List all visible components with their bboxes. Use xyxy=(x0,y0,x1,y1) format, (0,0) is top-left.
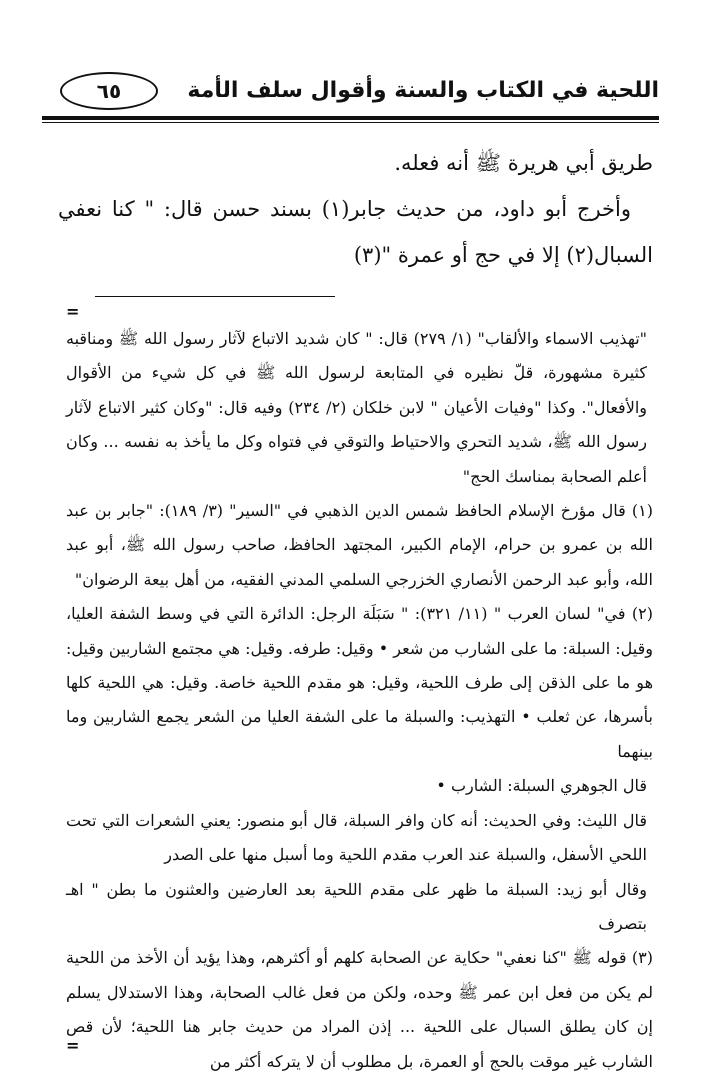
footnotes xyxy=(66,322,653,1079)
footnote-3: (٣) قوله ﷺ "كنا نعفي" حكاية عن الصحابة كلهم أو أكثرهم، وهذا يؤيد أن الأخذ من اللحية لم يكن من فعل ابن عمر ﷺ وحده، ولكن من فعل غالب الصحابة، وهذا الاستدلال يسلم إن كان يطلق السبال على اللحية ... إذن المراد من حديث جابر هنا اللحية؛ لأن قص الشارب غير موقت بالحج أو العمرة، بل مطلوب أن لا يتركه أكثر من xyxy=(66,948,653,1071)
running-title: اللحية في الكتاب والسنة وأقوال سلف الأمة xyxy=(187,78,659,103)
continuation-mark-bottom: = xyxy=(66,1036,80,1055)
main-paragraph: وأخرج أبو داود، من حديث جابر(١) بسند حسن قال: " كنا نعفي السبال(٢) إلا في حج أو عمرة "(٣) xyxy=(58,197,653,267)
header-rule-thin xyxy=(42,122,659,123)
footnote-2: (٢) في" لسان العرب " (١١/ ٣٢١): " سَبَلَة الرجل: الدائرة التي في وسط الشفة العليا، وقيل: السبلة: ما على الشارب من شعر • وقيل: طرفه. وقيل: هي مجتمع الشاربين وقيل: هو ما على الذقن إلى طرف اللحية، وقيل: هو مقدم اللحية خاصة. وقيل: هي اللحية كلها بأسرها، عن ثعلب • التهذيب: والسبلة ما على الشفة العليا من الشعر يجمع الشاربين وما بينهما xyxy=(66,604,654,761)
page-header xyxy=(42,70,659,118)
footnote-2-line: قال الجوهري السبلة: الشارب • xyxy=(436,776,647,796)
footnote-2-line: قال الليث: وفي الحديث: أنه كان وافر السبلة، قال أبو منصور: يعني الشعرات التي تحت اللحي الأسفل، والسبلة عند العرب مقدم اللحية وما أسبل منها على الصدر xyxy=(66,810,647,865)
main-paragraph: طريق أبي هريرة ﷺ أنه فعله. xyxy=(394,151,653,175)
footnote-continued: "تهذيب الاسماء والألقاب" (١/ ٢٧٩) قال: " كان شديد الاتباع لآثار رسول الله ﷺ ومناقبه كثيرة مشهورة، قلّ نظيره في المتابعة لرسول الله ﷺ في كل شيء من الأقوال والأفعال". وكذا "وفيات الأعيان " لابن خلكان (٢/ ٢٣٤) وفيه قال: "وكان كثير الاتباع لآثار رسول الله ﷺ، شديد التحري والاحتياط والتوقي في فتواه وكل ما يأخذ به نفسه ... وكان أعلم الصحابة بمناسك الحج" xyxy=(66,329,648,486)
continuation-mark-top: = xyxy=(66,302,80,321)
footnote-1: (١) قال مؤرخ الإسلام الحافظ شمس الدين الذهبي في "السير" (٣/ ١٨٩): "جابر بن عبد الله بن عمرو بن حرام، الإمام الكبير، المجتهد الحافظ، صاحب رسول الله ﷺ، أبو عبد الله، وأبو عبد الرحمن الأنصاري الخزرجي السلمي المدني الفقيه، من أهل بيعة الرضوان" xyxy=(66,501,654,589)
page-number: ٦٥ xyxy=(60,72,158,110)
main-text xyxy=(58,140,653,278)
footnote-separator xyxy=(95,296,335,297)
footnote-2-line: وقال أبو زيد: السبلة ما ظهر على مقدم اللحية بعد العارضين والعثنون ما بطن " اهـ بتصرف xyxy=(66,879,647,933)
header-rule xyxy=(42,116,659,120)
